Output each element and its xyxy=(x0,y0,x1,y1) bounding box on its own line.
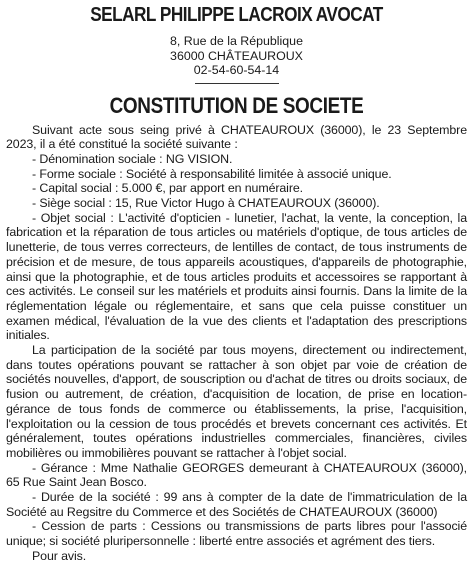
clause-duree: - Durée de la société : 99 ans à compter de la date de l'immatriculation de la Société au Regsitre du Commerce et des Sociétés de CHATEAUROUX (36000) xyxy=(6,490,467,519)
address-phone: 02-54-60-54-14 xyxy=(193,63,280,77)
clause-siege: - Siège social : 15, Rue Victor Hugo à CHATEAUROUX (36000). xyxy=(32,196,380,211)
clause-participation: La participation de la société par tous moyens, directement ou indirectement, dans toutes opérations pouvant se rattacher à son objet par voie de création de sociétés nouvelles, d'apport, de souscription ou d'achat de titres ou droits sociaux, de fusion ou autrement, de création, d'acquisition de location, de prise en location-gérance de tous fonds de commerce ou établissements, la prise, l'acquisition, l'exploitation ou la cession de tous procédés et brevets concernant ces activités. Et généralement, toutes opérations industrielles commerciales, financières, civiles mobilières ou immobilières pouvant se rattacher à l'objet social. xyxy=(6,343,467,460)
firm-address xyxy=(6,34,467,78)
clause-cession-parts: - Cession de parts : Cessions ou transmissions de parts libres pour l'associé unique; si société pluripersonnelle : liberté entre associés et agrément des tiers. xyxy=(6,519,467,549)
firm-name: SELARL PHILIPPE LACROIX AVOCAT xyxy=(90,4,383,26)
clause-denomination: - Dénomination sociale : NG VISION. xyxy=(32,151,233,166)
address-street: 8, Rue de la République xyxy=(170,34,303,48)
header-divider xyxy=(195,83,279,84)
notice-body xyxy=(6,123,467,564)
intro-paragraph: Suivant acte sous seing privé à CHATEAUROUX (36000), le 23 Septembre 2023, il a été constitué la société suivante : xyxy=(6,122,467,152)
clause-objet-social: - Objet social : L'activité d'opticien - lunetier, l'achat, la vente, la conception, la fabrication et la réparation de tous articles ou matériels d'optique, de tous articles de lunetterie, de tous verres correcteurs, de lentilles de contact, de tous instruments de précision et de mesure, de tous appareils acoustiques, d'appareils de photographie, ainsi que la photographie, et de tous articles produits et accessoires se rapportant à ces activités. Le conseil sur les matériels et produits ainsi fournis. Dans la limite de la réglementation légale ou réglementaire, et sans que cela puisse constituer un examen médical, l'évaluation de la vue des clients et l'adaptation des prescriptions initiales. xyxy=(6,210,467,343)
notice-title: CONSTITUTION DE SOCIETE xyxy=(109,92,364,118)
clause-forme-sociale: - Forme sociale : Société à responsabilité limitée à associé unique. xyxy=(32,166,392,181)
clause-gerance: - Gérance : Mme Nathalie GEORGES demeurant à CHATEAUROUX (36000), 65 Rue Saint Jean Bosco. xyxy=(6,460,467,490)
closing-pour-avis: Pour avis. xyxy=(32,548,87,563)
clause-capital: - Capital social : 5.000 €, par apport en numéraire. xyxy=(32,181,303,196)
address-city: 36000 CHÂTEAUROUX xyxy=(170,48,303,63)
